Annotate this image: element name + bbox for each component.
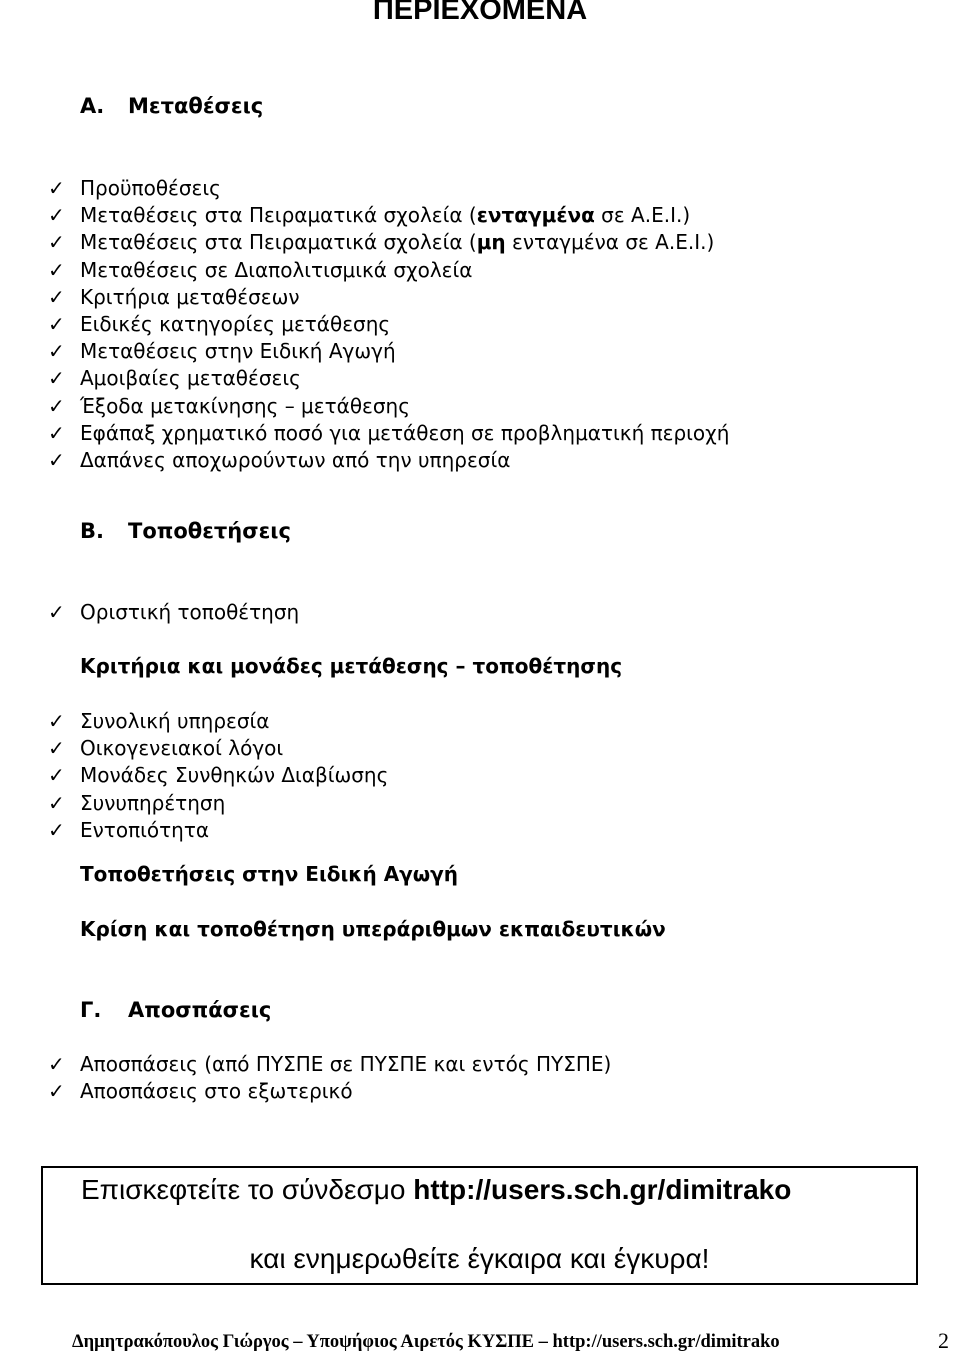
check-icon: ✓ [48,176,65,200]
page-title: ΠΕΡΙΕΧΟΜΕΝΑ [372,0,588,26]
list-item: ✓ Εφάπαξ χρηματικό ποσό για μετάθεση σε προβληματική περιοχή [48,420,729,447]
list-item: ✓ Εντοπιότητα [48,817,388,844]
check-icon: ✓ [48,1079,65,1104]
list-item: ✓ Συνυπηρέτηση [48,790,388,817]
section-a-title: Μεταθέσεις [128,94,264,118]
list-item: ✓ Οικογενειακοί λόγοι [48,735,388,762]
check-icon: ✓ [48,1052,65,1076]
list-item: ✓ Αποσπάσεις στο εξωτερικό [48,1078,611,1105]
check-icon: ✓ [48,393,65,418]
check-icon: ✓ [48,311,65,336]
page-number: 2 [938,1328,949,1353]
list-item: ✓ Αμοιβαίες μεταθέσεις [48,365,729,392]
check-icon: ✓ [48,600,65,624]
check-icon: ✓ [48,817,65,842]
criteria-subheading: Κριτήρια και μονάδες μετάθεσης – τοποθέτησης [80,654,623,678]
footer-text: Δημητρακόπουλος Γιώργος – Υποψήφιος Αιρετός ΚΥΣΠΕ – http://users.sch.gr/dimitrako [72,1332,780,1352]
section-b-title: Τοποθετήσεις [128,519,291,543]
section-c-list [48,1051,611,1105]
check-icon: ✓ [48,257,65,282]
section-a-list [48,175,729,474]
notice-box [41,1166,918,1285]
check-icon: ✓ [48,763,65,788]
notice-line-1: Επισκεφτείτε το σύνδεσμο http://users.sch.gr/dimitrako [81,1174,792,1205]
section-b-letter: Β. [80,519,104,543]
section-a-letter: Α. [80,94,105,118]
list-item: ✓ Προϋποθέσεις [48,175,729,202]
list-item: ✓ Μονάδες Συνθηκών Διαβίωσης [48,762,388,789]
section-b-criteria-list [48,708,388,844]
section-c-heading [80,998,271,1022]
list-item: ✓ Δαπάνες αποχωρούντων από την υπηρεσία [48,447,729,474]
special-education-subheading: Τοποθετήσεις στην Ειδική Αγωγή [80,862,459,886]
section-b-list-first [48,599,299,626]
list-item: ✓ Οριστική τοποθέτηση [48,599,299,626]
section-a-heading [80,94,263,118]
check-icon: ✓ [48,366,65,391]
notice-link[interactable]: http://users.sch.gr/dimitrako [413,1174,792,1205]
check-icon: ✓ [48,709,65,733]
list-item: ✓ Κριτήρια μεταθέσεων [48,284,729,311]
section-b-heading [80,519,291,543]
check-icon: ✓ [48,230,65,255]
list-item: ✓ Συνολική υπηρεσία [48,708,388,735]
check-icon: ✓ [48,420,65,445]
list-item: ✓ Μεταθέσεις σε Διαπολιτισμικά σχολεία [48,257,729,284]
section-c-title: Αποσπάσεις [128,998,272,1022]
check-icon: ✓ [48,284,65,309]
check-icon: ✓ [48,447,65,472]
check-icon: ✓ [48,339,65,364]
list-item: ✓ Μεταθέσεις στην Ειδική Αγωγή [48,338,729,365]
list-item: ✓ Αποσπάσεις (από ΠΥΣΠΕ σε ΠΥΣΠΕ και εντός ΠΥΣΠΕ) [48,1051,611,1078]
check-icon: ✓ [48,790,65,815]
list-item: ✓ Μεταθέσεις στα Πειραματικά σχολεία (ενταγμένα σε Α.Ε.Ι.) [48,202,729,229]
list-item: ✓ Ειδικές κατηγορίες μετάθεσης [48,311,729,338]
list-item: ✓ Έξοδα μετακίνησης – μετάθεσης [48,393,729,420]
surplus-teachers-subheading: Κρίση και τοποθέτηση υπεράριθμων εκπαιδευτικών [80,917,666,941]
notice-line-2: και ενημερωθείτε έγκαιρα και έγκυρα! [249,1243,710,1274]
list-item: ✓ Μεταθέσεις στα Πειραματικά σχολεία (μη ενταγμένα σε Α.Ε.Ι.) [48,229,729,256]
check-icon: ✓ [48,736,65,761]
section-c-letter: Γ. [80,998,102,1022]
check-icon: ✓ [48,203,65,228]
